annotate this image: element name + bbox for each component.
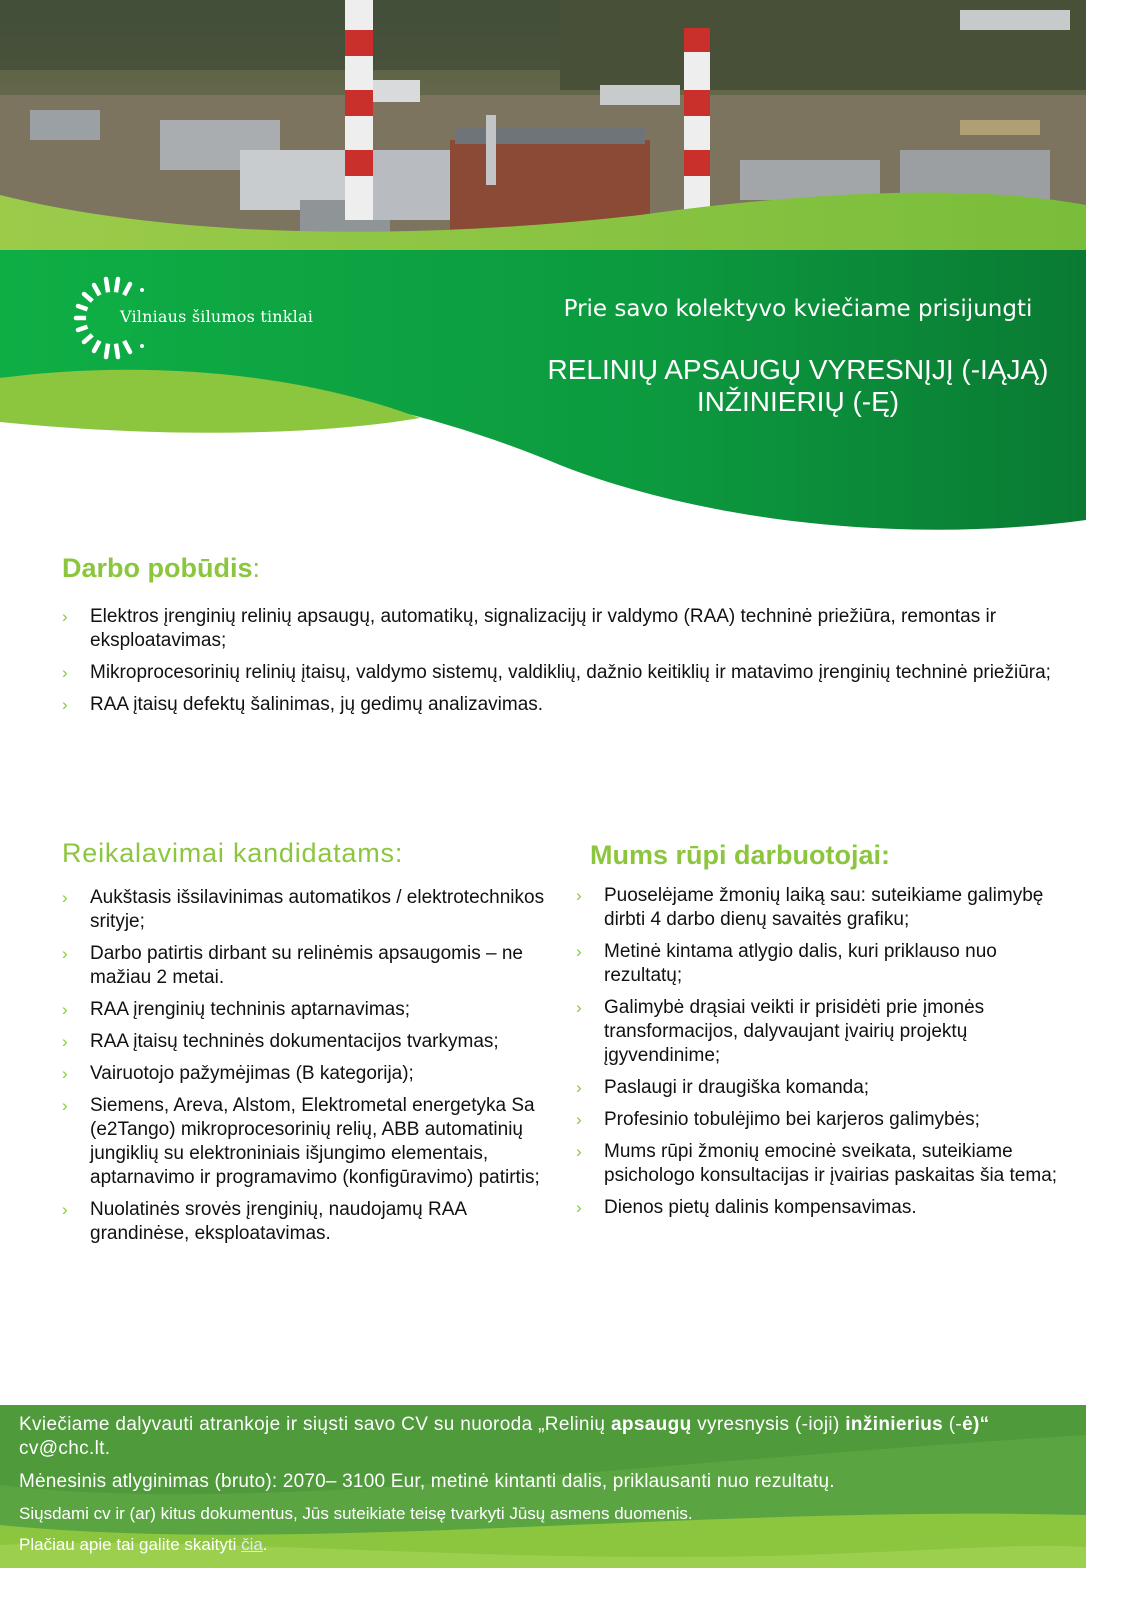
list-item: › Elektros įrenginių relinių apsaugų, automatikų, signalizacijų ir valdymo (RAA) techninė priežiūra, remontas ir eksploatavimas; bbox=[62, 606, 997, 651]
list-item: › Paslaugi ir draugiška komanda; bbox=[576, 1077, 870, 1098]
list-item: › Mums rūpi žmonių emocinė sveikata, suteikiame psichologo konsultacijas ir įvairias paskaitas šia tema; bbox=[576, 1141, 1058, 1186]
job-title-line2: INŽINIERIŲ (-Ę) bbox=[696, 386, 900, 417]
chevron-right-icon: › bbox=[576, 942, 582, 961]
list-item: › Metinė kintama atlygio dalis, kuri priklauso nuo rezultatų; bbox=[576, 941, 997, 986]
chevron-right-icon: › bbox=[62, 944, 68, 963]
list-item: › Galimybė drąsiai veikti ir prisidėti prie įmonės transformacijos, dalyvaujant įvairių projektų įgyvendinime; bbox=[576, 997, 985, 1066]
chevron-right-icon: › bbox=[576, 1198, 582, 1217]
company-logo-text: Vilniaus šilumos tinklai bbox=[120, 307, 314, 326]
list-item: › RAA įtaisų defektų šalinimas, jų gedimų analizavimas. bbox=[62, 694, 544, 715]
chevron-right-icon: › bbox=[62, 1200, 68, 1219]
work-nature-list bbox=[62, 605, 1062, 725]
list-item: › Aukštasis išsilavinimas automatikos / elektrotechnikos srityje; bbox=[62, 887, 545, 932]
list-item: › RAA įtaisų techninės dokumentacijos tvarkymas; bbox=[62, 1031, 499, 1052]
chevron-right-icon: › bbox=[62, 1032, 68, 1051]
requirements-title: Reikalavimai kandidatams: bbox=[62, 838, 404, 868]
chevron-right-icon: › bbox=[62, 663, 68, 682]
chevron-right-icon: › bbox=[576, 998, 582, 1017]
list-item: › Dienos pietų dalinis kompensavimas. bbox=[576, 1197, 917, 1218]
chevron-right-icon: › bbox=[576, 1078, 582, 1097]
email-address: cv@chc.lt. bbox=[19, 1438, 111, 1459]
chevron-right-icon: › bbox=[576, 1110, 582, 1129]
chevron-right-icon: › bbox=[62, 1000, 68, 1019]
list-item: › Vairuotojo pažymėjimas (B kategorija); bbox=[62, 1063, 414, 1084]
salary-text: Mėnesinis atlyginimas (bruto): 2070– 3100 Eur, metinė kintanti dalis, priklausanti nuo rezultatų. bbox=[19, 1471, 835, 1492]
chevron-right-icon: › bbox=[576, 886, 582, 905]
work-nature-title: Darbo pobūdis: bbox=[62, 553, 261, 583]
list-item: › Puoselėjame žmonių laiką sau: suteikiame galimybę dirbti 4 darbo dienų savaitės grafiku; bbox=[576, 885, 1044, 930]
requirements-list bbox=[62, 886, 562, 1254]
list-item: › Nuolatinės srovės įrenginių, naudojamų RAA grandinėse, eksploatavimas. bbox=[62, 1199, 466, 1244]
benefits-title: Mums rūpi darbuotojai: bbox=[590, 840, 890, 870]
chevron-right-icon: › bbox=[62, 1064, 68, 1083]
more-info-link[interactable]: čia bbox=[241, 1535, 263, 1554]
list-item: › Darbo patirtis dirbant su relinėmis apsaugomis – ne mažiau 2 metai. bbox=[62, 943, 523, 988]
chevron-right-icon: › bbox=[62, 1096, 68, 1115]
footer-text bbox=[19, 1413, 1071, 1556]
invite-text: Prie savo kolektyvo kviečiame prisijungti bbox=[563, 296, 1033, 322]
apply-text: Kviečiame dalyvauti atrankoje ir siųsti savo CV su nuoroda „Relinių apsaugų vyresnysis (-ioji) inžinierius (-ė)“ cv@chc.lt. bbox=[19, 1414, 990, 1459]
job-title-line1: RELINIŲ APSAUGŲ VYRESNĮJĮ (-IĄJĄ) bbox=[547, 354, 1049, 385]
benefits-list bbox=[576, 884, 1066, 1228]
more-info-text: Plačiau apie tai galite skaityti čia. bbox=[19, 1535, 268, 1554]
chevron-right-icon: › bbox=[62, 695, 68, 714]
list-item: › Mikroprocesorinių relinių įtaisų, valdymo sistemų, valdiklių, dažnio keitiklių ir matavimo įrenginių techninė priežiūra; bbox=[62, 662, 1051, 683]
list-item: › Profesinio tobulėjimo bei karjeros galimybės; bbox=[576, 1109, 980, 1130]
header-wave bbox=[0, 0, 1086, 540]
chevron-right-icon: › bbox=[62, 607, 68, 626]
job-title bbox=[520, 354, 1076, 418]
chevron-right-icon: › bbox=[576, 1142, 582, 1161]
privacy-text: Siųsdami cv ir (ar) kitus dokumentus, Jūs suteikiate teisę tvarkyti Jūsų asmens duomenis. bbox=[19, 1504, 693, 1523]
list-item: › Siemens, Areva, Alstom, Elektrometal energetyka Sa (e2Tango) mikroprocesorinių relių, ABB automatinių jungiklių su elektroniniais išjungimo elementais, aptarnavimo ir programavimo (konfigūravimo) patirtis; bbox=[62, 1095, 540, 1188]
list-item: › RAA įrenginių techninis aptarnavimas; bbox=[62, 999, 411, 1020]
chevron-right-icon: › bbox=[62, 888, 68, 907]
